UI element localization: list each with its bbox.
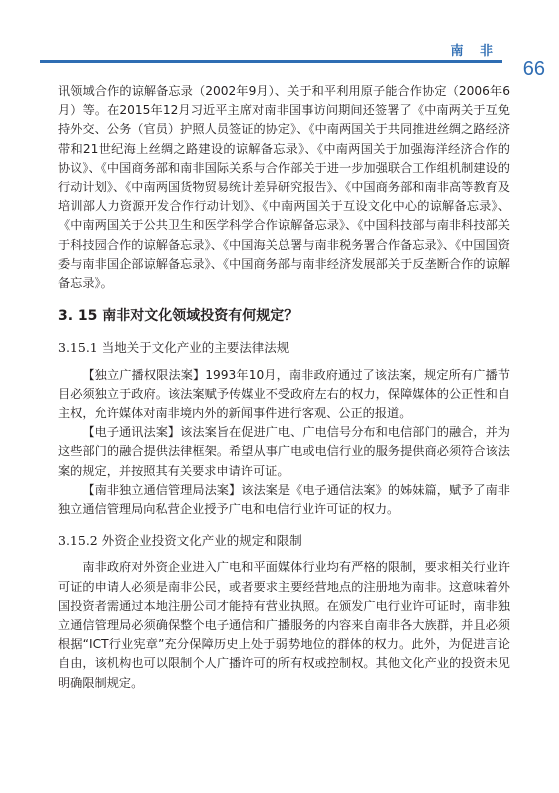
- subsection-title-restrictions: 3.15.2 外资企业投资文化产业的规定和限制: [58, 533, 302, 549]
- law-paragraph-electronic: 【电子通讯法案】该法案旨在促进广电、广电信号分布和电信部门的融合，并为这些部门的融合提供法律框架。希望从事广电或电信行业的服务提供商必须符合该法案的规定，并按照其有关要求申请许可证。: [58, 425, 510, 478]
- page-number: 66: [522, 58, 545, 80]
- section-title: 3. 15 南非对文化领域投资有何规定？: [58, 308, 299, 325]
- intro-paragraph: 讯领域合作的谅解备忘录（2002年9月）、关于和平利用原子能合作协定（2006年6月）等。在2015年12月习近平主席对南非国事访问期间还签署了《中南两关于互免持外交、公务（官员）护照人员签证的协定》、《中南两国关于共同推进丝绸之路经济带和21世纪海上丝绸之路建设的谅解备忘录》、《中南两国关于加强海洋经济合作的协议》、《中国商务部和南非国际关系与合作部关于进一步加强联合工作组机制建设的行动计划》、《中南两国货物贸易统计差异研究报告》、《中国商务部和南非高等教育及培训部人力资源开发合作行动计划》、《中南两国关于互设文化中心的谅解备忘录》、《中南两国关于公共卫生和医学科学合作谅解备忘录》、《中国科技部与南非科技部关于科技园合作的谅解备忘录》、《中国海关总署与南非税务署合作备忘录》、《中国国资委与南非国企部谅解备忘录》、《中国商务部与南非经济发展部关于反垄断合作的谅解备忘录》。: [58, 84, 510, 291]
- page-body: [58, 82, 510, 693]
- law-paragraph-icasa: 【南非独立通信管理局法案】该法案是《电子通信法案》的姊妹篇，赋予了南非独立通信管理局向私营企业授予广电和电信行业许可证的权力。: [58, 482, 510, 517]
- header-rule: [40, 60, 502, 63]
- running-header: 南 非: [450, 44, 499, 59]
- law-paragraph-broadcast: 【独立广播权限法案】1993年10月，南非政府通过了该法案，规定所有广播节目必须独立于政府。该法案赋予传媒业不受政府左右的权力，保障媒体的公正性和自主权，允许媒体对南非境内外的新闻事件进行客观、公正的报道。: [58, 367, 510, 421]
- restrictions-paragraph: 南非政府对外资企业进入广电和平面媒体行业均有严格的限制，要求相关行业许可证的申请人必须是南非公民，或者要求主要经营地点的注册地为南非。这意味着外国投资者需通过本地注册公司才能持有营业执照。在颁发广电行业许可证时，南非独立通信管理局必须确保整个电子通信和广播服务的内容来自南非各大族群，并且必须根据“ICT行业宪章”充分保障历史上处于弱势地位的群体的权力。此外，为促进言论自由，该机构也可以限制个人广播许可的所有权或控制权。其他文化产业的投资未见明确限制规定。: [58, 560, 510, 690]
- subsection-title-laws: 3.15.1 当地关于文化产业的主要法律法规: [58, 340, 290, 356]
